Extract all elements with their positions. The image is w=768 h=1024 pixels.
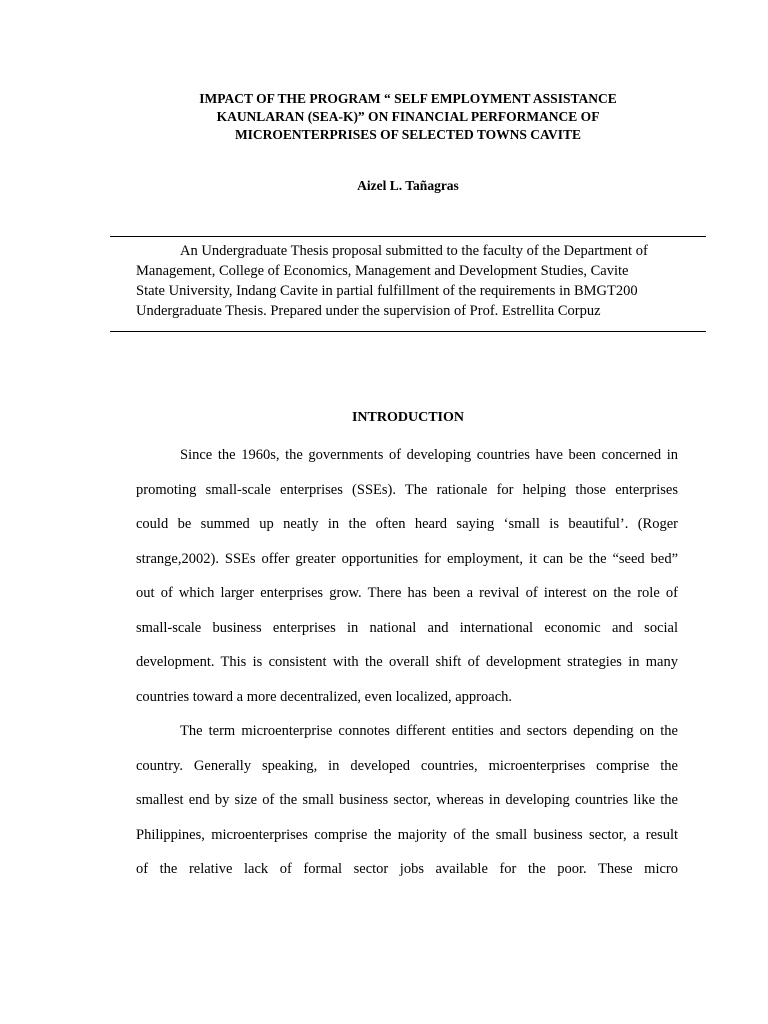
body-line: development. This is consistent with the overall shift of development strategies in many — [136, 654, 678, 670]
body-line: promoting small-scale enterprises (SSEs). The rationale for helping those enterprises — [136, 482, 678, 498]
body-line: Since the 1960s, the governments of developing countries have been concerned in — [180, 447, 678, 463]
body-line: Philippines, microenterprises comprise the majority of the small business sector, a result — [136, 827, 678, 843]
body-line: small-scale business enterprises in national and international economic and social — [136, 620, 678, 636]
thesis-title — [110, 90, 706, 144]
body-line: of the relative lack of formal sector jobs available for the poor. These micro — [136, 861, 678, 877]
body-line: country. Generally speaking, in developed countries, microenterprises comprise the — [136, 758, 678, 774]
statement-line: An Undergraduate Thesis proposal submitted to the faculty of the Department of — [180, 243, 648, 259]
thesis-statement — [136, 241, 676, 321]
title-line: KAUNLARAN (SEA-K)” ON FINANCIAL PERFORMANCE OF — [216, 109, 600, 124]
body-line: could be summed up neatly in the often heard saying ‘small is beautiful’. (Roger — [136, 516, 678, 532]
bottom-divider — [110, 331, 706, 332]
statement-line: State University, Indang Cavite in partial fulfillment of the requirements in BMGT200 — [136, 283, 638, 299]
body-line: countries toward a more decentralized, even localized, approach. — [136, 689, 513, 705]
body-line: The term microenterprise connotes different entities and sectors depending on the — [180, 723, 678, 739]
top-divider — [110, 236, 706, 237]
statement-line: Undergraduate Thesis. Prepared under the supervision of Prof. Estrellita Corpuz — [136, 303, 601, 319]
section-heading: INTRODUCTION — [351, 410, 464, 425]
title-line: IMPACT OF THE PROGRAM “ SELF EMPLOYMENT ASSISTANCE — [199, 91, 617, 106]
body-line: smallest end by size of the small business sector, whereas in developing countries like the — [136, 792, 678, 808]
title-line: MICROENTERPRISES OF SELECTED TOWNS CAVITE — [234, 127, 582, 142]
author-name: Aizel L. Tañagras — [357, 178, 459, 193]
body-line: out of which larger enterprises grow. There has been a revival of interest on the role of — [136, 585, 678, 601]
body-line: strange,2002). SSEs offer greater opportunities for employment, it can be the “seed bed” — [136, 551, 678, 567]
statement-line: Management, College of Economics, Management and Development Studies, Cavite — [136, 263, 629, 279]
